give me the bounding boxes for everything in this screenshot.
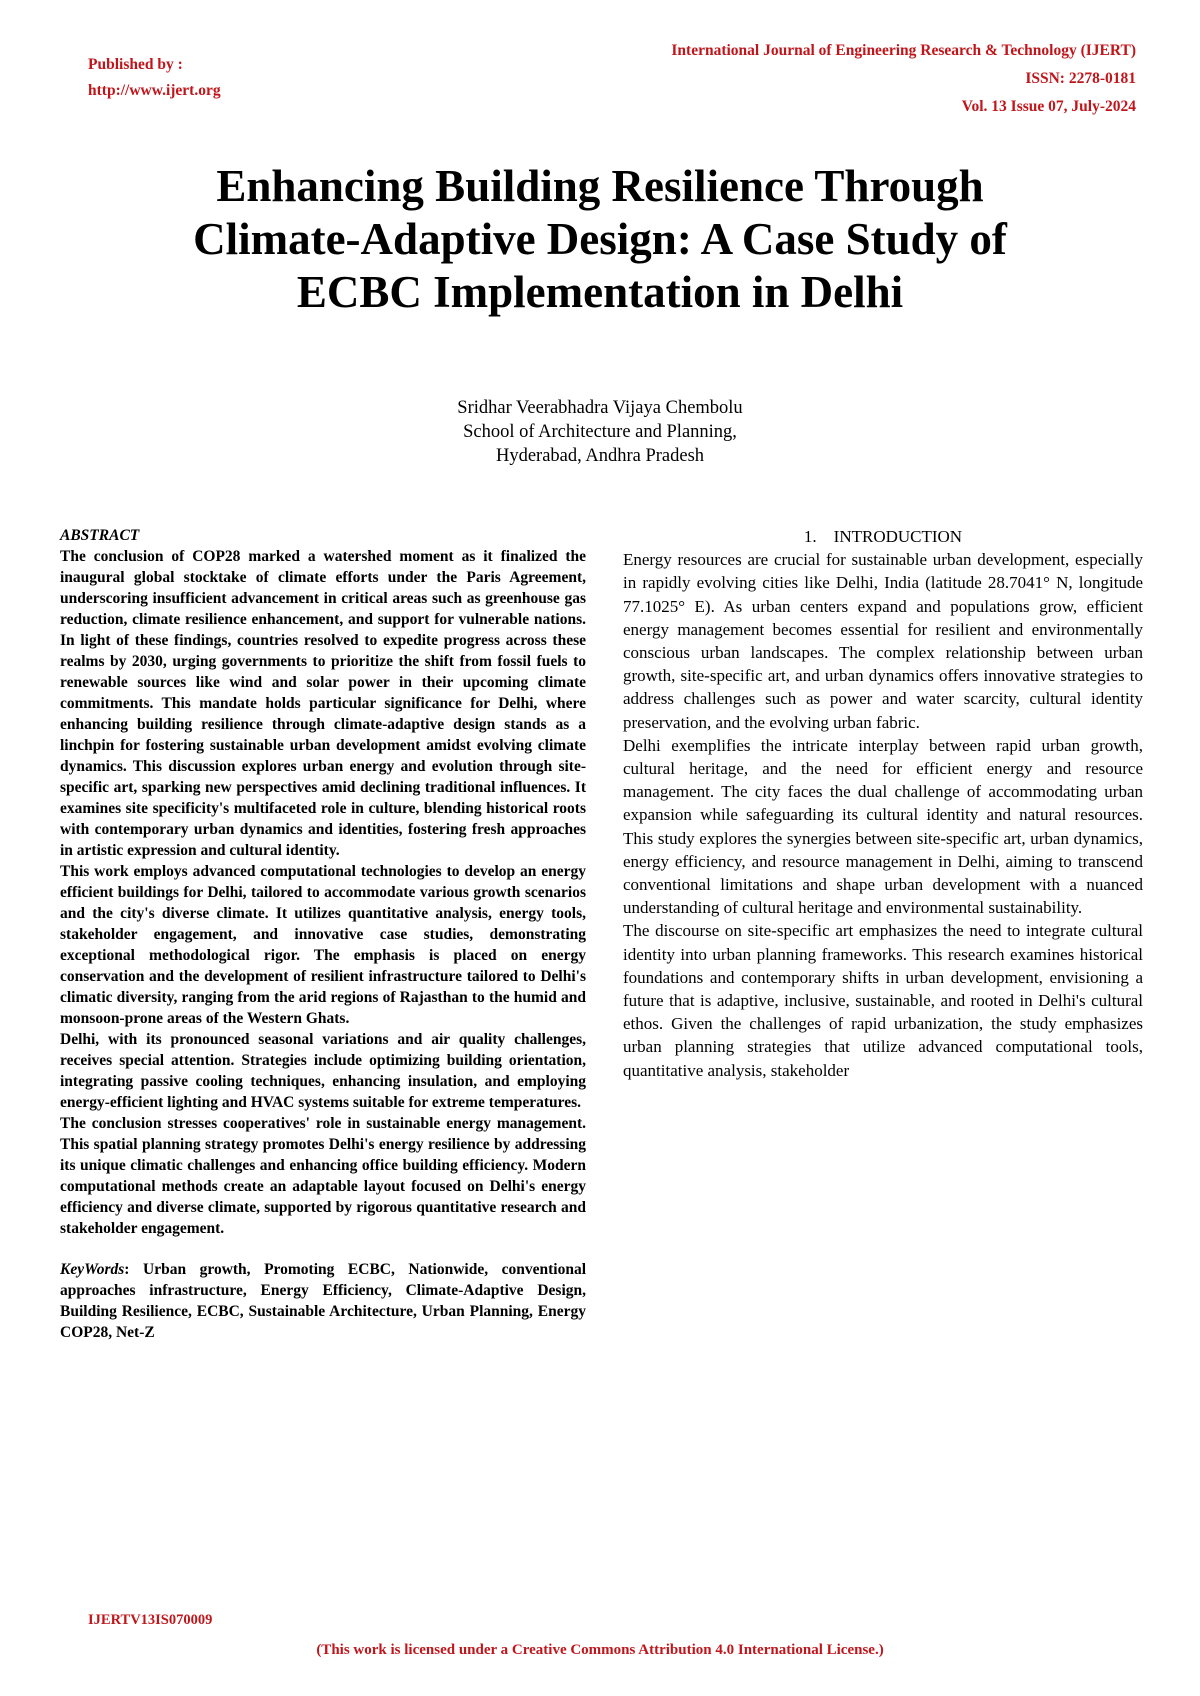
published-by-label: Published by : (88, 56, 183, 73)
title-line: Enhancing Building Resilience Through (216, 161, 984, 211)
journal-url-link[interactable]: http://www.ijert.org (88, 82, 221, 99)
publisher-block (88, 52, 221, 104)
paper-id: IJERTV13IS070009 (88, 1612, 213, 1628)
title-line: ECBC Implementation in Delhi (296, 267, 904, 317)
author-location: Hyderabad, Andhra Pradesh (495, 446, 705, 466)
license-notice: (This work is licensed under a Creative Commons Attribution 4.0 International License.) (316, 1642, 884, 1658)
abstract-paragraph: This work employs advanced computational technologies to develop an energy efficient buildings for Delhi, tailored to accommodate various growth scenarios and the city's diverse climate. It utilizes quantitative analysis, energy tools, stakeholder engagement, and innovative case studies, demonstrating exceptional methodological rigor. The emphasis is placed on energy conservation and the development of resilient infrastructure tailored to Delhi's climatic diversity, ranging from the arid regions of Rajasthan to the humid and monsoon-prone areas of the Western Ghats. (60, 863, 586, 1027)
paper-title (60, 160, 1140, 319)
introduction-column (623, 525, 1143, 1082)
abstract-column (60, 525, 586, 1343)
abstract-paragraph: Delhi, with its pronounced seasonal variations and air quality challenges, receives special attention. Strategies include optimizing building orientation, integrating passive cooling techniques, enhancing insulation, and employing energy-efficient lighting and HVAC systems suitable for extreme temperatures. (60, 1031, 586, 1111)
introduction-paragraph: The discourse on site-specific art emphasizes the need to integrate cultural identity into urban planning frameworks. This research examines historical foundations and contemporary shifts in urban development, envisioning a future that is adaptive, inclusive, sustainable, and rooted in Delhi's cultural ethos. Given the challenges of rapid urbanization, the study emphasizes urban planning strategies that utilize advanced computational tools, quantitative analysis, stakeholder (623, 921, 1143, 1080)
introduction-heading: 1. INTRODUCTION (803, 527, 963, 546)
keywords-text: : Urban growth, Promoting ECBC, Nationwide, conventional approaches infrastructure, Energy Efficiency, Climate-Adaptive Design, Building Resilience, ECBC, Sustainable Architecture, Urban Planning, Energy COP28, Net-Z (60, 1261, 586, 1341)
author-affiliation: School of Architecture and Planning, (463, 422, 737, 442)
introduction-paragraph: Delhi exemplifies the intricate interplay between rapid urban growth, cultural heritage, and the need for efficient energy and resource management. The city faces the dual challenge of accommodating urban expansion while safeguarding its cultural identity and natural resources. This study explores the synergies between site-specific art, urban dynamics, energy efficiency, and resource management in Delhi, aiming to transcend conventional limitations and shape urban development with a nuanced understanding of cultural heritage and environmental sustainability. (623, 735, 1143, 918)
journal-name: International Journal of Engineering Research & Technology (IJERT) (671, 42, 1136, 59)
keywords-label: KeyWords (60, 1261, 125, 1278)
abstract-paragraph: The conclusion stresses cooperatives' role in sustainable energy management. This spatial planning strategy promotes Delhi's energy resilience by addressing its unique climatic challenges and enhancing office building efficiency. Modern computational methods create an adaptable layout focused on Delhi's energy efficiency and diverse climate, supported by rigorous quantitative research and stakeholder engagement. (60, 1115, 586, 1237)
author-block (300, 396, 900, 468)
journal-info (671, 37, 1136, 121)
issn: ISSN: 2278-0181 (1025, 70, 1136, 87)
author-name: Sridhar Veerabhadra Vijaya Chembolu (457, 398, 743, 418)
introduction-paragraph: Energy resources are crucial for sustainable urban development, especially in rapidly evolving cities like Delhi, India (latitude 28.7041° N, longitude 77.1025° E). As urban centers expand and populations grow, efficient energy management becomes essential for resilient and environmentally conscious urban landscapes. The complex relationship between urban growth, site-specific art, and urban dynamics offers innovative strategies to address challenges such as power and water scarcity, cultural identity preservation, and the evolving urban fabric. (623, 550, 1143, 732)
title-line: Climate-Adaptive Design: A Case Study of (193, 214, 1007, 264)
keywords (60, 1259, 586, 1343)
abstract-paragraph: The conclusion of COP28 marked a watershed moment as it finalized the inaugural global stocktake of climate efforts under the Paris Agreement, underscoring insufficient advancement in critical areas such as greenhouse gas reduction, climate resilience enhancement, and support for vulnerable nations. In light of these findings, countries resolved to expedite progress across these realms by 2030, urging governments to prioritize the shift from fossil fuels to renewable sources like wind and solar power in their upcoming climate commitments. This mandate holds particular significance for Delhi, where enhancing building resilience through climate-adaptive design stands as a linchpin for fostering sustainable urban development amidst evolving climate dynamics. This discussion explores urban energy and evolution through site-specific art, sparking new perspectives amid declining traditional influences. It examines site specificity's multifaceted role in culture, blending historical roots with contemporary urban dynamics and identities, fostering fresh approaches in artistic expression and cultural identity. (60, 548, 586, 859)
volume-issue: Vol. 13 Issue 07, July-2024 (961, 98, 1136, 115)
abstract-heading: ABSTRACT (60, 527, 140, 544)
